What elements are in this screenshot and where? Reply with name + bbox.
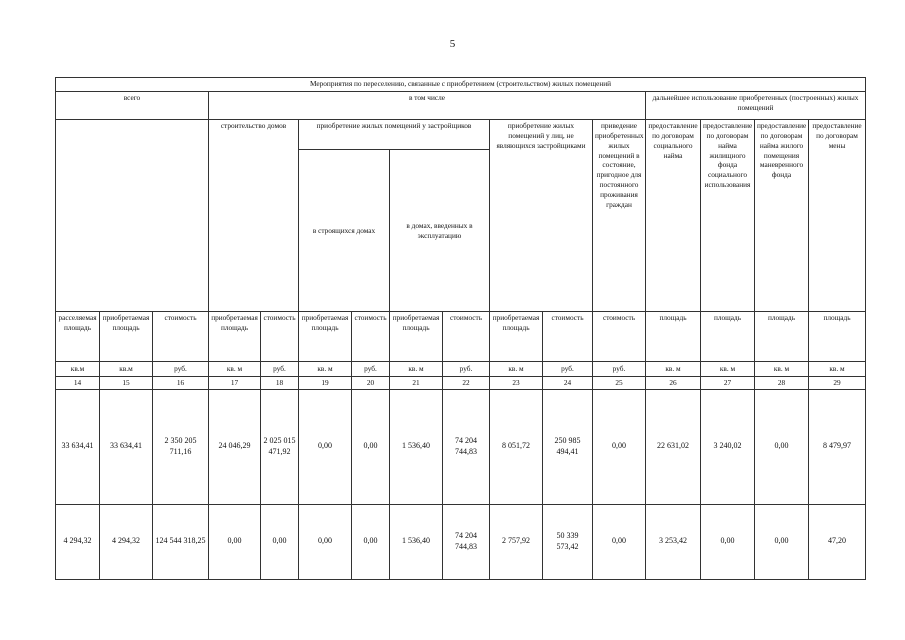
data-cell: 4 294,32 — [56, 504, 100, 579]
column-number: 17 — [209, 377, 261, 390]
sub-label: расселяемая площадь — [56, 312, 100, 362]
column-number: 14 — [56, 377, 100, 390]
data-cell: 3 253,42 — [646, 504, 701, 579]
unit-cell: кв. м — [809, 362, 866, 377]
data-cell: 74 204 744,83 — [443, 389, 490, 504]
resettlement-table — [55, 77, 866, 580]
data-cell: 0,00 — [261, 504, 299, 579]
unit-cell: руб. — [352, 362, 390, 377]
column-number: 26 — [646, 377, 701, 390]
page-number: 5 — [449, 38, 456, 50]
data-cell: 47,20 — [809, 504, 866, 579]
header-priobr-ne-zastr: приобретение жилых помещений у лиц, не являющихся застройщиками — [490, 120, 593, 312]
unit-cell: руб. — [153, 362, 209, 377]
column-number: 21 — [390, 377, 443, 390]
header-main: Мероприятия по переселению, связанные с приобретением (строительством) жилых помещений — [56, 78, 866, 92]
header-naim-soc-isp: предоставление по договорам найма жилищного фонда социального использования — [701, 120, 755, 312]
unit-cell: кв. м — [209, 362, 261, 377]
column-number: 27 — [701, 377, 755, 390]
column-number: 24 — [543, 377, 593, 390]
sub-label: приобретаемая площадь — [209, 312, 261, 362]
header-soc-naim: предоставление по договорам социального найма — [646, 120, 701, 312]
sub-label: стоимость — [261, 312, 299, 362]
header-vsego: всего — [56, 92, 209, 120]
table-row — [56, 389, 866, 504]
unit-cell: кв.м — [56, 362, 100, 377]
column-number: 20 — [352, 377, 390, 390]
sub-label: площадь — [646, 312, 701, 362]
header-v-stroyashchihsya: в строящихся домах — [299, 150, 390, 312]
header-dalneyshee: дальнейшее использование приобретенных (построенных) жилых помещений — [646, 92, 866, 120]
data-cell: 1 536,40 — [390, 389, 443, 504]
column-number: 28 — [755, 377, 809, 390]
data-cell: 8 479,97 — [809, 389, 866, 504]
header-naim-manevr: предоставление по договорам найма жилого помещения маневренного фонда — [755, 120, 809, 312]
column-number: 23 — [490, 377, 543, 390]
data-cell: 22 631,02 — [646, 389, 701, 504]
column-number: 25 — [593, 377, 646, 390]
sub-label: площадь — [809, 312, 866, 362]
data-cell: 250 985 494,41 — [543, 389, 593, 504]
header-v-vvedennyh: в домах, введенных в эксплуатацию — [390, 150, 490, 312]
header-v-tom-chisle: в том числе — [209, 92, 646, 120]
data-cell: 2 025 015 471,92 — [261, 389, 299, 504]
data-cell: 0,00 — [299, 504, 352, 579]
sub-label: площадь — [755, 312, 809, 362]
unit-cell: кв. м — [755, 362, 809, 377]
data-cell: 0,00 — [593, 389, 646, 504]
data-cell: 0,00 — [755, 504, 809, 579]
data-cell: 0,00 — [299, 389, 352, 504]
data-cell: 74 204 744,83 — [443, 504, 490, 579]
sub-label: приобретаемая площадь — [100, 312, 153, 362]
sub-label: стоимость — [593, 312, 646, 362]
sub-label: стоимость — [443, 312, 490, 362]
sub-label: приобретаемая площадь — [490, 312, 543, 362]
sub-label: приобретаемая площадь — [390, 312, 443, 362]
column-number: 29 — [809, 377, 866, 390]
data-cell: 1 536,40 — [390, 504, 443, 579]
unit-cell: руб. — [543, 362, 593, 377]
data-cell: 33 634,41 — [56, 389, 100, 504]
unit-cell: руб. — [261, 362, 299, 377]
sub-label: стоимость — [153, 312, 209, 362]
data-cell: 0,00 — [593, 504, 646, 579]
data-cell: 0,00 — [701, 504, 755, 579]
column-number: 19 — [299, 377, 352, 390]
data-cell: 0,00 — [352, 504, 390, 579]
unit-cell: кв. м — [490, 362, 543, 377]
data-cell: 33 634,41 — [100, 389, 153, 504]
data-cell: 4 294,32 — [100, 504, 153, 579]
column-number: 22 — [443, 377, 490, 390]
data-cell: 0,00 — [755, 389, 809, 504]
unit-cell: кв. м — [646, 362, 701, 377]
header-vsego-blank — [56, 120, 209, 312]
unit-cell: руб. — [443, 362, 490, 377]
table-row — [56, 504, 866, 579]
data-cell: 0,00 — [209, 504, 261, 579]
data-cell: 124 544 318,25 — [153, 504, 209, 579]
sub-label: приобретаемая площадь — [299, 312, 352, 362]
header-priobr-zastr: приобретение жилых помещений у застройщиков — [299, 120, 490, 150]
unit-cell: кв. м — [299, 362, 352, 377]
data-cell: 2 350 205 711,16 — [153, 389, 209, 504]
data-cell: 8 051,72 — [490, 389, 543, 504]
sub-label: площадь — [701, 312, 755, 362]
data-cell: 24 046,29 — [209, 389, 261, 504]
sub-label: стоимость — [352, 312, 390, 362]
column-number: 18 — [261, 377, 299, 390]
unit-cell: кв. м — [701, 362, 755, 377]
header-privedenie: приведение приобретенных жилых помещений в состояние, пригодное для постоянного проживания граждан — [593, 120, 646, 312]
header-meny: предоставление по договорам мены — [809, 120, 866, 312]
data-cell: 3 240,02 — [701, 389, 755, 504]
data-cell: 2 757,92 — [490, 504, 543, 579]
unit-cell: руб. — [593, 362, 646, 377]
sub-label: стоимость — [543, 312, 593, 362]
column-number: 15 — [100, 377, 153, 390]
data-cell: 50 339 573,42 — [543, 504, 593, 579]
data-cell: 0,00 — [352, 389, 390, 504]
unit-cell: кв.м — [100, 362, 153, 377]
column-number: 16 — [153, 377, 209, 390]
unit-cell: кв. м — [390, 362, 443, 377]
header-stroitelstvo: строительство домов — [209, 120, 299, 312]
